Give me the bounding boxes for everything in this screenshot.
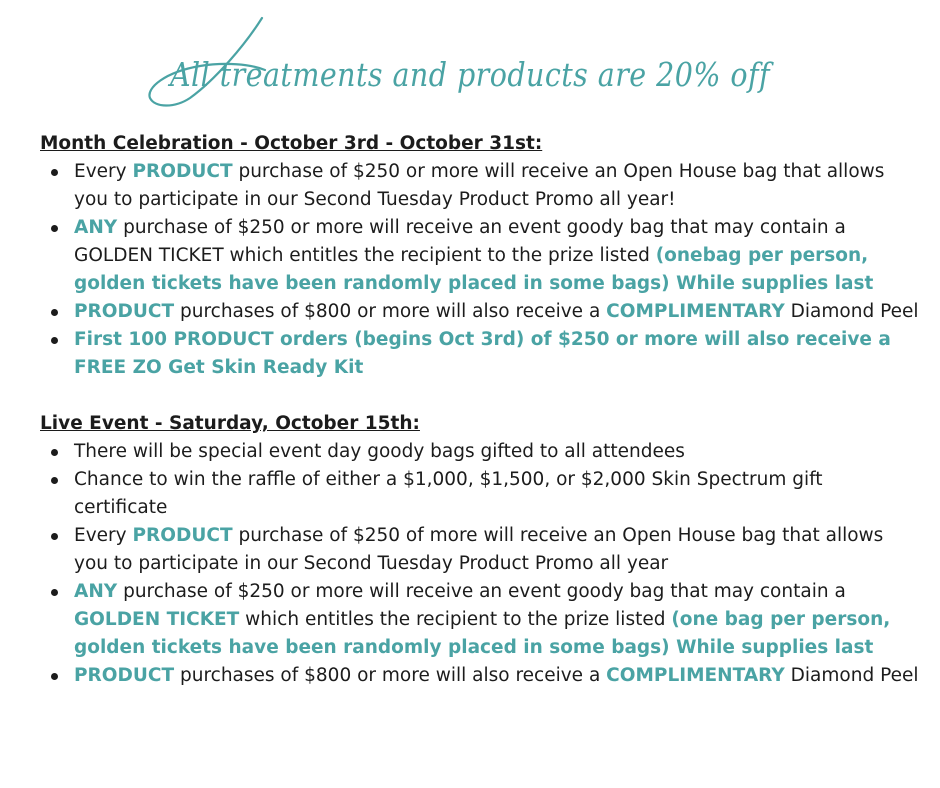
item-text: purchases of $800 or more will also receive a	[174, 301, 607, 322]
item-text: There will be special event day goody bags gifted to all attendees	[74, 441, 685, 462]
bullet-list	[40, 438, 920, 690]
section-title: Live Event - Saturday, October 15th:	[40, 413, 420, 434]
highlighted-text: COMPLIMENTARY	[606, 665, 785, 686]
highlighted-text: PRODUCT	[74, 665, 175, 686]
list-item	[40, 326, 920, 382]
item-text: Every	[74, 525, 133, 546]
section-title: Month Celebration - October 3rd - October 31st:	[40, 133, 543, 154]
bullet-icon	[51, 533, 58, 540]
bullet-icon	[51, 673, 58, 680]
item-text: Chance to win the raffle of either a $1,000, $1,500, or $2,000 Skin Spectrum gift certificate	[74, 469, 823, 518]
bullet-icon	[51, 309, 58, 316]
list-item	[40, 522, 920, 578]
highlighted-text: PRODUCT	[132, 161, 233, 182]
highlighted-text: ANY	[74, 581, 118, 602]
headline-script	[0, 0, 940, 118]
bullet-icon	[51, 449, 58, 456]
item-text: purchase of $250 or more will receive an Open House bag that allows you to participate in our Second Tuesday Product Promo all year!	[74, 161, 885, 210]
list-item	[40, 298, 920, 326]
item-text: Every	[74, 161, 133, 182]
item-text: which entitles the recipient to the prize listed	[239, 609, 672, 630]
highlighted-text: First 100 PRODUCT orders (begins Oct 3rd) of $250 or more will also receive a FREE ZO Get Skin Ready Kit	[74, 329, 891, 378]
highlighted-text: COMPLIMENTARY	[606, 301, 785, 322]
highlighted-text: (one bag per person, golden tickets have been randomly placed in some bags) While supplies last	[74, 609, 891, 658]
item-text: Diamond Peel	[784, 665, 919, 686]
item-text: purchase of $250 or more will receive an event goody bag that may contain a GOLDEN TICKET which entitles the recipient to the prize listed	[74, 217, 846, 266]
highlighted-text: PRODUCT	[132, 525, 233, 546]
item-text: purchases of $800 or more will also receive a	[174, 665, 607, 686]
list-item	[40, 214, 920, 298]
section-spacer	[40, 382, 920, 410]
bullet-list	[40, 158, 920, 382]
bullet-icon	[51, 225, 58, 232]
highlighted-text: (onebag per person, golden tickets have been randomly placed in some bags) While supplies last	[74, 245, 874, 294]
promo-content	[40, 130, 920, 690]
bullet-icon	[51, 589, 58, 596]
headline-title: All treatments and products are 20% off	[167, 55, 775, 94]
list-item	[40, 466, 920, 522]
highlighted-text: PRODUCT	[74, 301, 175, 322]
bullet-icon	[51, 477, 58, 484]
bullet-icon	[51, 169, 58, 176]
list-item	[40, 158, 920, 214]
list-item	[40, 578, 920, 662]
item-text: Diamond Peel	[784, 301, 919, 322]
highlighted-text: GOLDEN TICKET	[74, 609, 240, 630]
headline-banner	[0, 0, 940, 118]
highlighted-text: ANY	[74, 217, 118, 238]
item-text: purchase of $250 or more will receive an event goody bag that may contain a	[117, 581, 846, 602]
list-item	[40, 662, 920, 690]
list-item	[40, 438, 920, 466]
item-text: purchase of $250 of more will receive an Open House bag that allows you to participate in our Second Tuesday Product Promo all year	[74, 525, 884, 574]
bullet-icon	[51, 337, 58, 344]
